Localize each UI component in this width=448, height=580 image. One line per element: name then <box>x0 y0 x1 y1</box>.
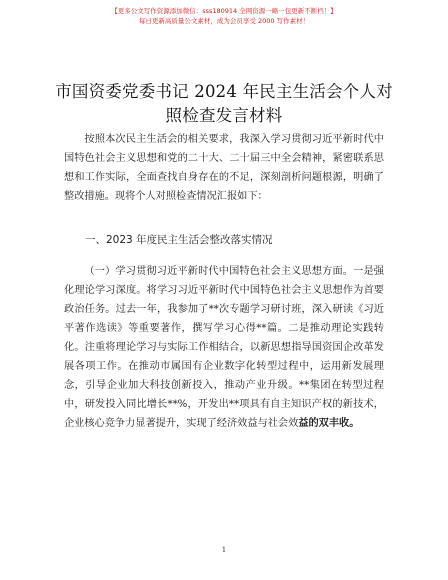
main-paragraph <box>64 262 384 433</box>
page-number: 1 <box>221 546 227 554</box>
promo-banner <box>0 6 448 26</box>
intro-paragraph: 按照本次民主生活会的相关要求，我深入学习贯彻习近平新时代中国特色社会主义思想和党的二十大、二十届三中全会精神，紧密联系思想和工作实际，全面查找自身存在的不足，深刻剖析问题根源，明确了整改措施。现将个人对照检查情况汇报如下： <box>64 134 384 202</box>
banner-line-2: 每日更新高质量公文素材，成为会员享受 2000 写作素材！ <box>138 17 310 25</box>
section-heading: 一、2023 年度民主生活会整改落实情况 <box>85 234 273 246</box>
main-paragraph-text: （一）学习贯彻习近平新时代中国特色社会主义思想方面。一是强化理论学习深度。将学习习近平新时代中国特色社会主义思想作为首要政治任务。过去一年，我参加了**次专题学习研讨班，深入研读《习近平著作选读》等重要著作，撰写学习心得**篇。二是推动理论实践转化。注重将理论学习与实际工作相结合，以新思想指导国资国企改革发展各项工作。在推动市属国有企业数字化转型过程中，运用新发展理念，引导企业加大科技创新投入，推动产业升级。**集团在转型过程中，研发投入同比增长**%，开发出**项具有自主知识产权的新技术，企业核心竞争力显著提升，实现了经济效益与社会效 <box>64 266 384 429</box>
main-paragraph-bold-tail: 益的双丰收。 <box>298 417 360 429</box>
document-title: 市国资委党委书记 2024 年民主生活会个人对照检查发言材料 <box>55 82 393 125</box>
banner-line-1: 【更多公文写作资源添加微信：sss180914 全网资源一略一包更新不断档！】 <box>111 7 337 15</box>
